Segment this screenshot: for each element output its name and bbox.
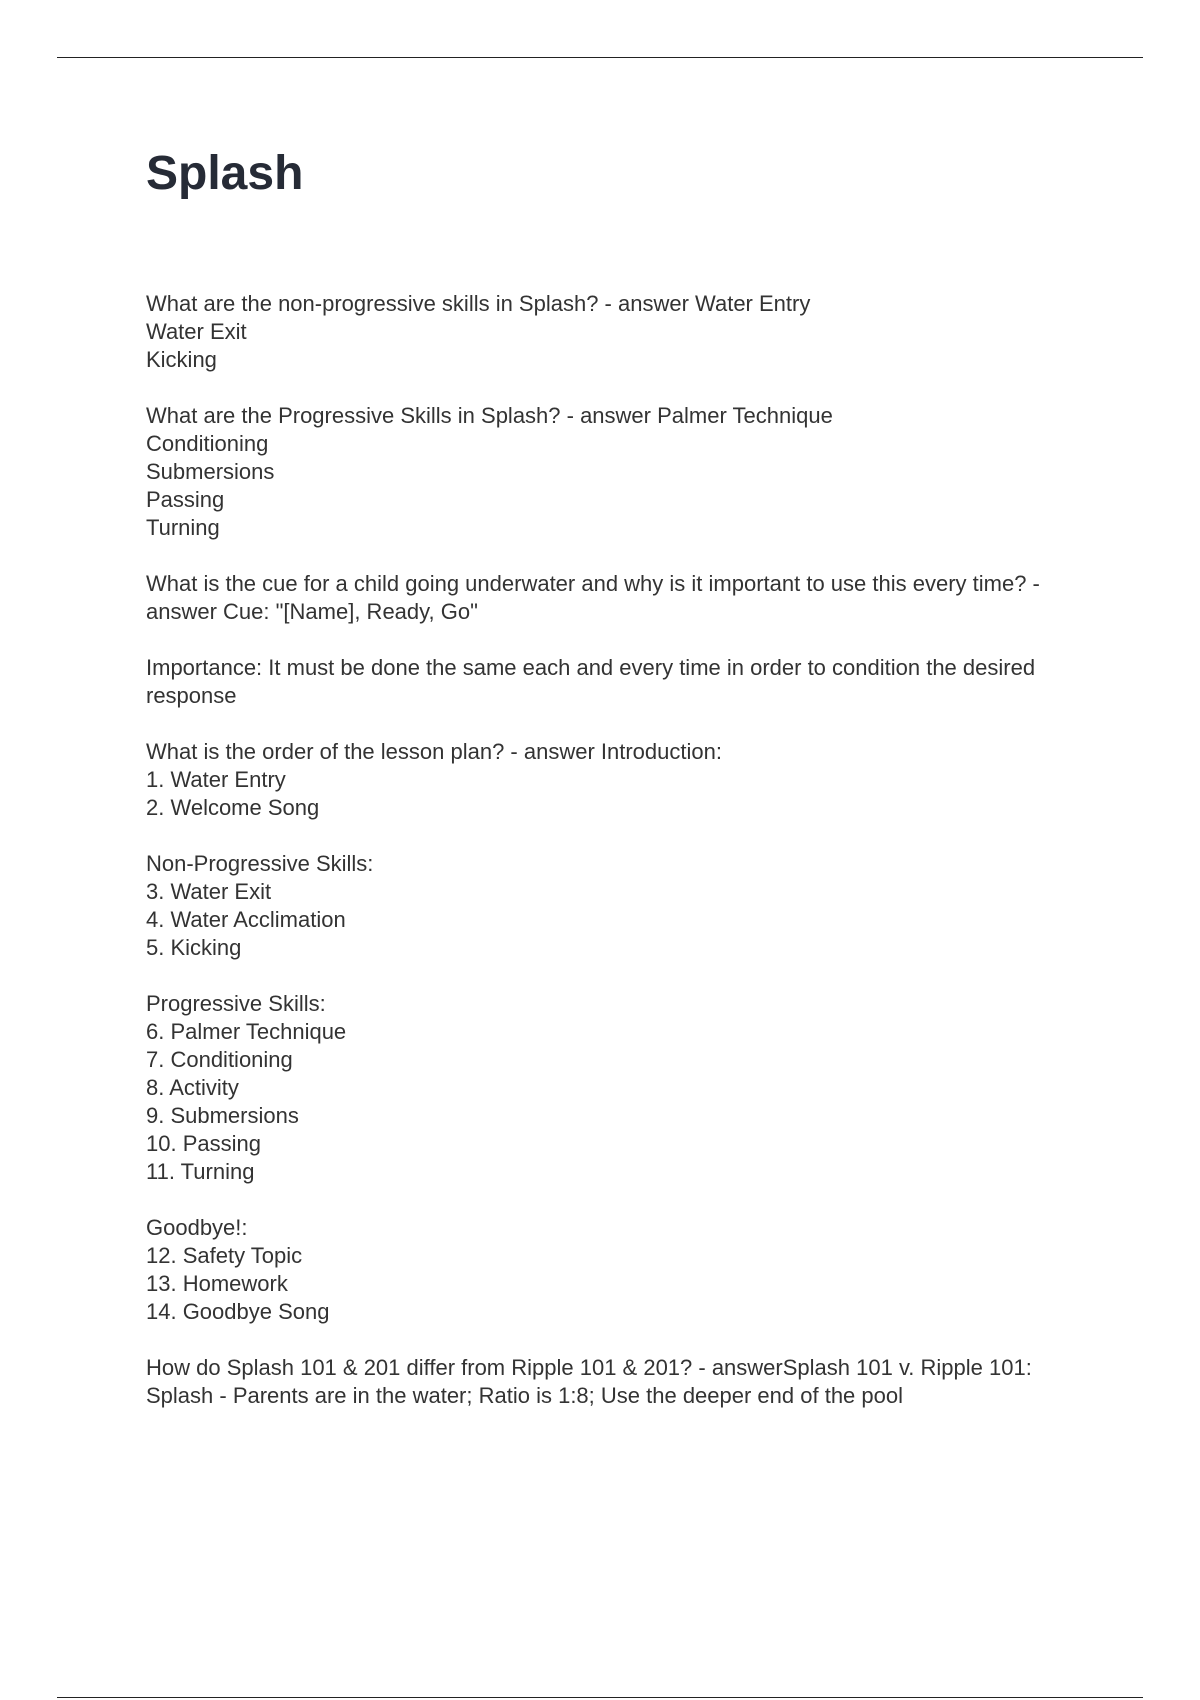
text-line: What are the Progressive Skills in Splash? - answer Palmer Technique — [146, 403, 833, 428]
text-line: How do Splash 101 & 201 differ from Ripple 101 & 201? - answerSplash 101 v. Ripple 101: — [146, 1355, 1032, 1380]
list-item: 11. Turning — [146, 1159, 255, 1184]
paragraph-progressive-skills — [146, 402, 1086, 542]
text-line: Conditioning — [146, 431, 269, 456]
list-item: 10. Passing — [146, 1131, 261, 1156]
text-line: What is the cue for a child going underwater and why is it important to use this every time? - answer Cue: "[Name], Ready, Go" — [146, 571, 1040, 624]
document-content — [146, 140, 1086, 1438]
list-item: 12. Safety Topic — [146, 1243, 303, 1268]
section-label: Goodbye!: — [146, 1215, 248, 1240]
text-line: Kicking — [146, 347, 217, 372]
section-label: Non-Progressive Skills: — [146, 851, 374, 876]
list-item: 14. Goodbye Song — [146, 1299, 330, 1324]
text-line: Passing — [146, 487, 225, 512]
paragraph-lesson-plan-goodbye — [146, 1214, 1086, 1326]
list-item: 13. Homework — [146, 1271, 288, 1296]
section-label: Progressive Skills: — [146, 991, 326, 1016]
list-item: 9. Submersions — [146, 1103, 299, 1128]
list-item: 6. Palmer Technique — [146, 1019, 347, 1044]
page-title: Splash — [146, 147, 304, 200]
paragraph-lesson-plan-progressive — [146, 990, 1086, 1186]
list-item: 3. Water Exit — [146, 879, 272, 904]
text-line: Submersions — [146, 459, 275, 484]
paragraph-lesson-plan-non-progressive — [146, 850, 1086, 962]
text-line: What are the non-progressive skills in Splash? - answer Water Entry — [146, 291, 811, 316]
list-item: 2. Welcome Song — [146, 795, 320, 820]
paragraph-lesson-plan-introduction — [146, 738, 1086, 822]
text-line: Turning — [146, 515, 220, 540]
paragraph-non-progressive-skills — [146, 290, 1086, 374]
list-item: 4. Water Acclimation — [146, 907, 346, 932]
text-line: Water Exit — [146, 319, 247, 344]
list-item: 1. Water Entry — [146, 767, 286, 792]
bottom-rule — [57, 1697, 1143, 1698]
paragraph-underwater-cue — [146, 570, 1086, 626]
text-line: What is the order of the lesson plan? - answer Introduction: — [146, 739, 722, 764]
paragraph-splash-vs-ripple — [146, 1354, 1086, 1410]
paragraph-importance — [146, 654, 1086, 710]
document-body — [146, 290, 1086, 1410]
list-item: 7. Conditioning — [146, 1047, 293, 1072]
text-line: Importance: It must be done the same each and every time in order to condition the desired response — [146, 655, 1036, 708]
list-item: 5. Kicking — [146, 935, 242, 960]
text-line: Splash - Parents are in the water; Ratio is 1:8; Use the deeper end of the pool — [146, 1383, 904, 1408]
top-rule — [57, 57, 1143, 58]
list-item: 8. Activity — [146, 1075, 239, 1100]
